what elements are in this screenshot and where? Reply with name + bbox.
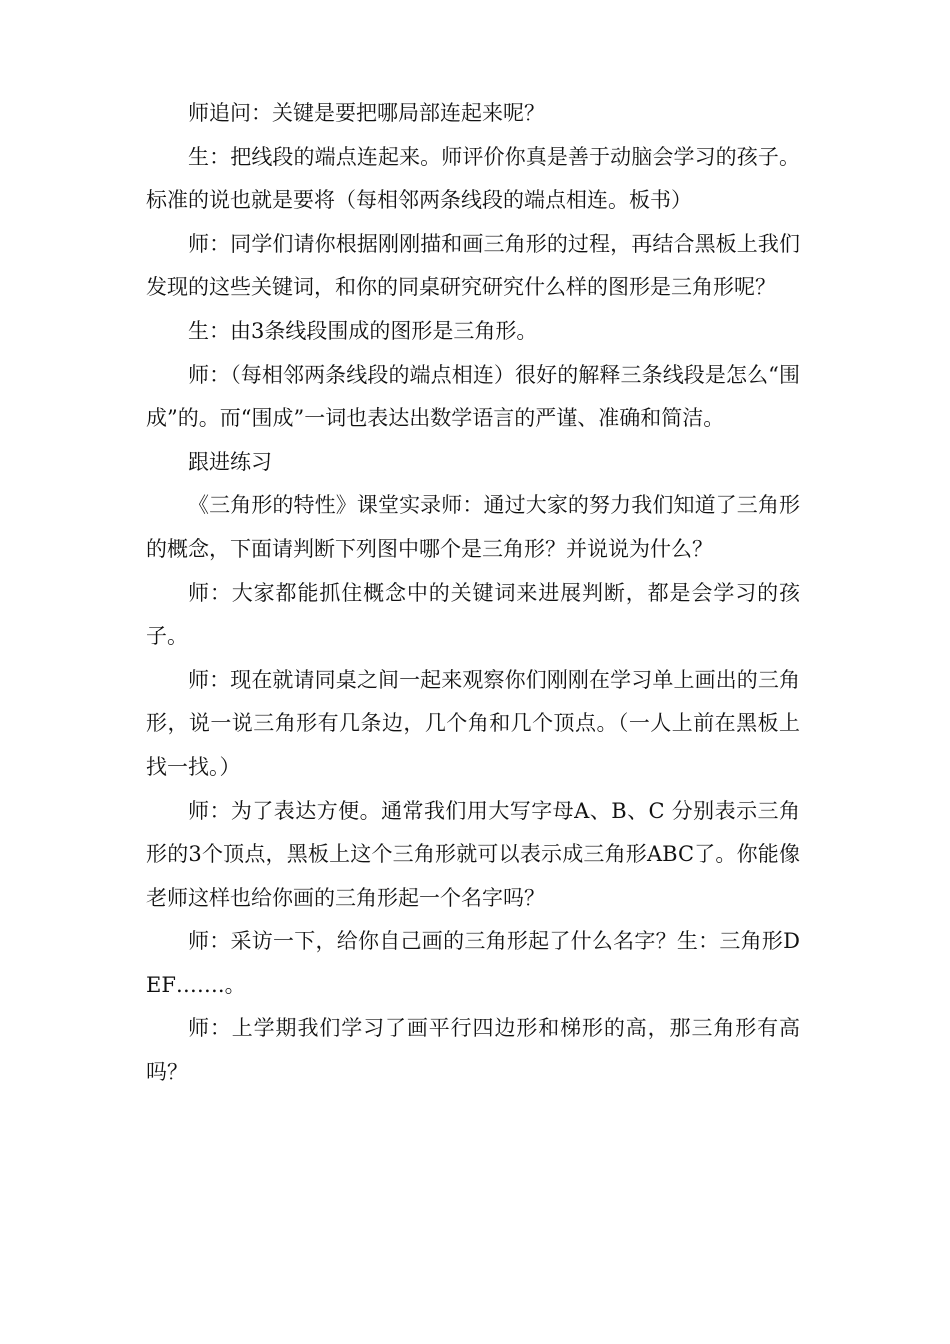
- paragraph-4: 生：由3条线段围成的图形是三角形。: [188, 318, 538, 343]
- paragraph-7: 《三角形的特性》课堂实录师：通过大家的努力我们知道了三角形的概念，下面请判断下列图中哪个是三角形？并说说为什么？: [146, 493, 800, 561]
- paragraph-5: 师：（每相邻两条线段的端点相连）很好的解释三条线段是怎么“围成”的。而“围成”一词也表达出数学语言的严谨、准确和简洁。: [146, 362, 800, 431]
- paragraph-12: 师：上学期我们学习了画平行四边形和梯形的高，那三角形有高吗？: [146, 1016, 800, 1085]
- paragraph-2: 生：把线段的端点连起来。师评价你真是善于动脑会学习的孩子。标准的说也就是要将（每相邻两条线段的端点相连。板书）: [146, 144, 800, 213]
- paragraph-3: 师：同学们请你根据刚刚描和画三角形的过程，再结合黑板上我们发现的这些关键词，和你的同桌研究研究什么样的图形是三角形呢？: [146, 231, 800, 300]
- paragraph-9: 师：现在就请同桌之间一起来观察你们刚刚在学习单上画出的三角形，说一说三角形有几条边，几个角和几个顶点。（一人上前在黑板上找一找。）: [146, 667, 800, 779]
- paragraph-8: 师：大家都能抓住概念中的关键词来进展判断，都是会学习的孩子。: [146, 580, 800, 649]
- section-heading-practice: 跟进练习: [188, 449, 272, 474]
- document-body: [146, 92, 800, 1095]
- paragraph-10: 师：为了表达方便。通常我们用大写字母A、B、C 分别表示三角形的3个顶点，黑板上这个三角形就可以表示成三角形ABC了。你能像老师这样也给你画的三角形起一个名字吗？: [146, 798, 800, 910]
- paragraph-1: 师追问：关键是要把哪局部连起来呢？: [188, 101, 545, 125]
- paragraph-11: 师：采访一下，给你自己画的三角形起了什么名字？生：三角形DEF…….。: [146, 929, 800, 997]
